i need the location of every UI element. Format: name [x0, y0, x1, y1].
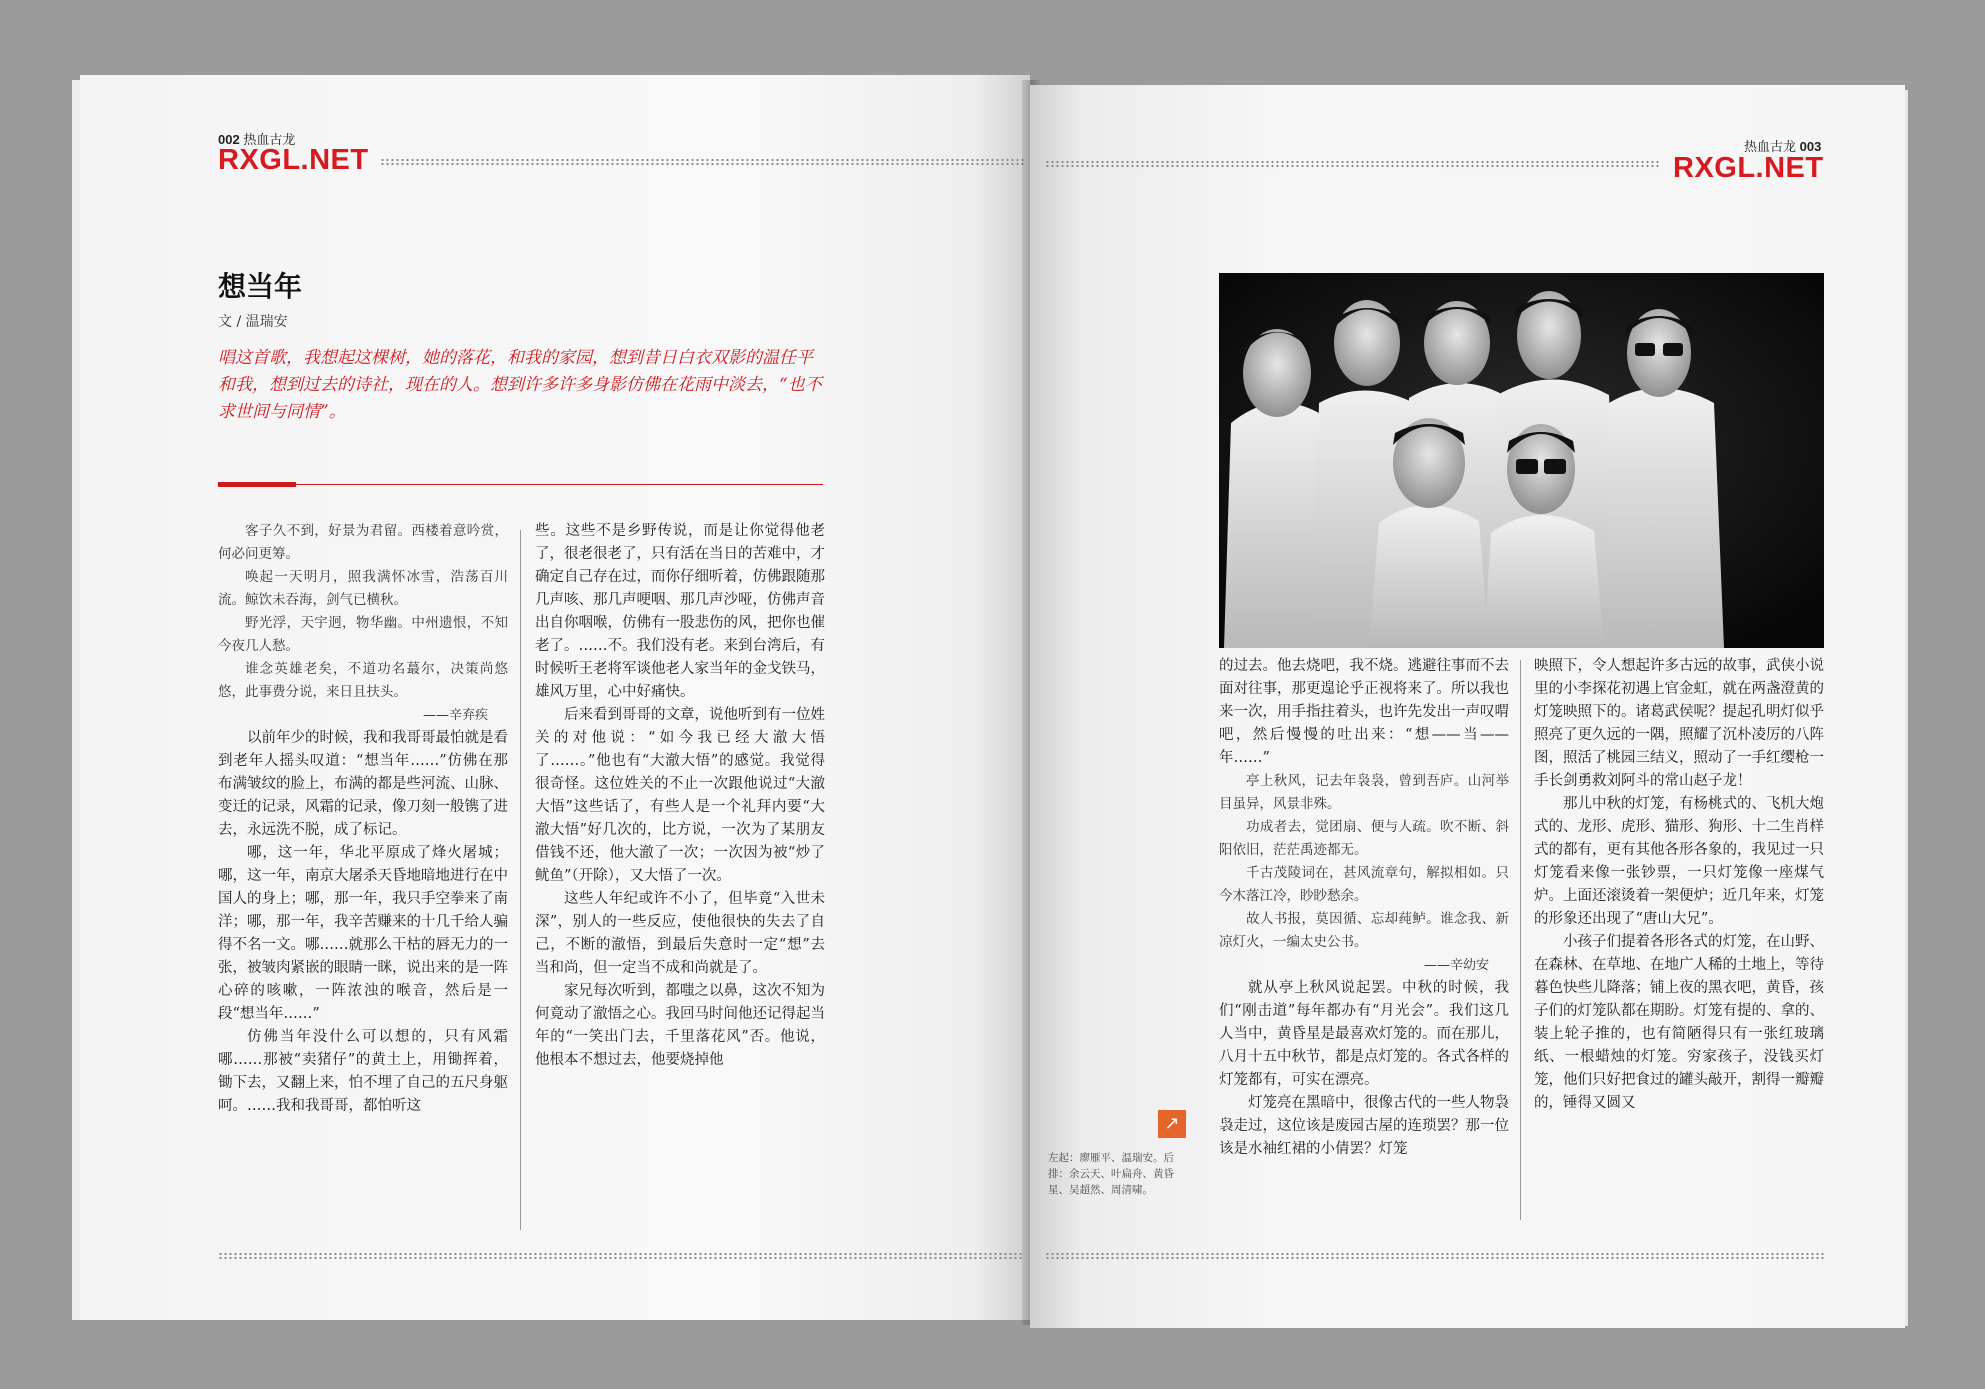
- photo-caption: 左起：廖雁平、温瑞安。后排：余云天、叶扁舟、黄昏星、吴超然、周清啸。: [1048, 1152, 1174, 1196]
- left-page-number: 002 热血古龙: [218, 132, 296, 147]
- body-paragraph: 的过去。他去烧吧，我不烧。逃避往事而不去面对往事，那更遑论乎正视将来了。所以我也来一次，用手指拄着头，也许先发出一声叹喟吧，然后慢慢的吐出来：“想——当——年……”: [1219, 658, 1509, 766]
- poem-signature: ——辛幼安: [1423, 958, 1489, 973]
- body-paragraph: 仿佛当年没什么可以想的，只有风霜哪……那被“卖猪仔”的黄土上，用锄挥着，锄下去，又翻上来，怕不埋了自己的五尺身躯呵。……我和我哥哥，都怕听这: [218, 1029, 508, 1114]
- header-dotted-rule-left: [380, 158, 1025, 167]
- poem-line: 唤起一天明月，照我满怀冰雪，浩荡百川流。鲸饮未吞海，剑气已横秋。: [218, 569, 508, 608]
- poem-line: 谁念英雄老矣，不道功名蕞尔，决策尚悠悠，此事费分说，来日且扶头。: [218, 661, 508, 700]
- column-divider-left: [520, 530, 521, 1230]
- body-paragraph: 些。这些不是乡野传说，而是让你觉得他老了，很老很老了，只有活在当日的苦难中，才确定自己存在过，而你仔细听着，仿佛跟随那几声咳、那几声哽咽、那几声沙哑，仿佛声音出自你咽喉，仿佛有一股悲伤的风，把你也催老了。……不。我们没有老。来到台湾后，有时候听王老将军谈他老人家当年的金戈铁马，雄风万里，心中好痛快。: [535, 523, 825, 700]
- footer-dotted-rule-right: [1045, 1252, 1825, 1261]
- body-paragraph: 灯笼亮在黑暗中，很像古代的一些人物袅袅走过，这位该是废园古屋的连琐罢？那一位该是水袖红裙的小倩罢？灯笼: [1219, 1095, 1509, 1157]
- body-paragraph: 那儿中秋的灯笼，有杨桃式的、飞机大炮式的、龙形、虎形、猫形、狗形、十二生肖样式的都有，更有其他各形各象的，我见过一只灯笼看来像一张钞票，一只灯笼像一座煤气炉。上面还滚烫着一架便炉；近几年来，灯笼的形象还出现了“唐山大兄”。: [1534, 796, 1824, 927]
- poem-line: 亭上秋风，记去年袅袅，曾到吾庐。山河举目虽异，风景非殊。: [1219, 773, 1509, 812]
- left-column-1: [218, 520, 508, 1118]
- right-column-1: [1219, 655, 1509, 1161]
- poem-line: 客子久不到，好景为君留。西楼着意吟赏，何必问更筹。: [218, 523, 508, 562]
- body-paragraph: 映照下，令人想起许多古远的故事，武侠小说里的小李探花初遇上官金虹，就在两盏澄黄的灯笼映照下的。诸葛武侯呢？提起孔明灯似乎照亮了更久远的一隅，照耀了沉朴凌厉的八阵图，照活了桃园三结义，照动了一手红缨枪一手长剑勇救刘阿斗的常山赵子龙！: [1534, 658, 1824, 789]
- poem-line: 故人书报，莫因循、忘却莼鲈。谁念我、新凉灯火，一编太史公书。: [1219, 911, 1509, 950]
- left-column-2: [535, 520, 825, 1072]
- body-paragraph: 小孩子们提着各形各式的灯笼，在山野、在森林、在草地、在地广人稀的土地上，等待暮色快些儿降落；铺上夜的黑衣吧，黄昏，孩子们的灯笼队都在期盼。灯笼有提的、拿的、装上轮子推的，也有简陋得只有一张红玻璃纸、一根蜡烛的灯笼。穷家孩子，没钱买灯笼，他们只好把食过的罐头敲开，割得一瓣瓣的，锤得又圆又: [1534, 934, 1824, 1111]
- column-divider-right: [1520, 660, 1521, 1220]
- poem-signature: ——辛弃疾: [422, 708, 488, 723]
- footer-dotted-rule-left: [218, 1252, 1023, 1261]
- article-title: 想当年: [218, 270, 303, 303]
- lead-rule-thin: [218, 484, 823, 485]
- body-paragraph: 后来看到哥哥的文章，说他听到有一位姓关的对他说：“如今我已经大澈大悟了……。”他也有“大澈大悟”的感觉。我觉得很奇怪。这位姓关的不止一次跟他说过“大澈大悟”这些话了，有些人是一个礼拜内要“大澈大悟”好几次的，比方说，一次为了某朋友借钱不还，他大澈了一次；一次因为被“炒了鱿鱼”（开除），又大悟了一次。: [535, 707, 825, 884]
- right-column-2: [1534, 655, 1824, 1115]
- group-photo: [1219, 273, 1824, 648]
- body-paragraph: 哪，这一年，华北平原成了烽火屠城；哪，这一年，南京大屠杀天昏地暗地进行在中国人的身上；哪，那一年，我只手空拳来了南洋；哪，那一年，我辛苦赚来的十几千给人骗得不名一文。哪……就那么干枯的唇无力的一张，被皱肉紧嵌的眼睛一眯，说出来的是一阵心碎的咳嗽，一阵浓浊的喉音，然后是一段“想当年……”: [218, 845, 508, 1022]
- right-page-number: 热血古龙 003: [1744, 139, 1822, 154]
- group-photo-image: [1219, 273, 1824, 648]
- body-paragraph: 这些人年纪或许不小了，但毕竟“入世未深”，别人的一些反应，使他很快的失去了自己，不断的澈悟，到最后失意时一定“想”去当和尚，但一定当不成和尚就是了。: [535, 891, 825, 976]
- body-paragraph: 以前年少的时候，我和我哥哥最怕就是看到老年人摇头叹道：“想当年……”仿佛在那布满皱纹的脸上，布满的都是些河流、山脉、变迁的记录，风霜的记录，像刀刻一般镌了进去，永远洗不脱，成了标记。: [218, 730, 508, 838]
- left-brand-logo: RXGL.NET: [218, 144, 369, 176]
- lead-rule-thick: [218, 482, 296, 487]
- header-dotted-rule-right: [1045, 160, 1660, 169]
- poem-line: 野光浮，天宇迥，物华幽。中州遗恨，不知今夜几人愁。: [218, 615, 508, 654]
- body-paragraph: 就从亭上秋风说起罢。中秋的时候，我们“刚击道”每年都办有“月光会”。我们这几人当中，黄昏星是最喜欢灯笼的。而在那儿，八月十五中秋节，都是点灯笼的。各式各样的灯笼都有，可实在漂亮。: [1219, 980, 1509, 1088]
- caption-arrow-icon: ↗: [1158, 1110, 1186, 1138]
- body-paragraph: 家兄每次听到，都嗤之以鼻，这次不知为何竟动了澈悟之心。我回马时间他还记得起当年的“一笑出门去，千里落花风”否。他说，他根本不想过去，他要烧掉他: [535, 983, 825, 1068]
- article-author: 文 / 温瑞安: [218, 314, 288, 330]
- poem-line: 千古茂陵词在，甚风流章句，解拟相如。只今木落江冷，眇眇愁余。: [1219, 865, 1509, 904]
- poem-line: 功成者去，觉团扇、便与人疏。吹不断、斜阳依旧，茫茫禹迹都无。: [1219, 819, 1509, 858]
- right-brand-logo: RXGL.NET: [1673, 152, 1824, 184]
- article-lead: 唱这首歌，我想起这棵树，她的落花，和我的家园，想到昔日白衣双影的温任平和我，想到过去的诗社，现在的人。想到许多许多身影仿佛在花雨中淡去，“也不求世间与同情”。: [218, 348, 822, 422]
